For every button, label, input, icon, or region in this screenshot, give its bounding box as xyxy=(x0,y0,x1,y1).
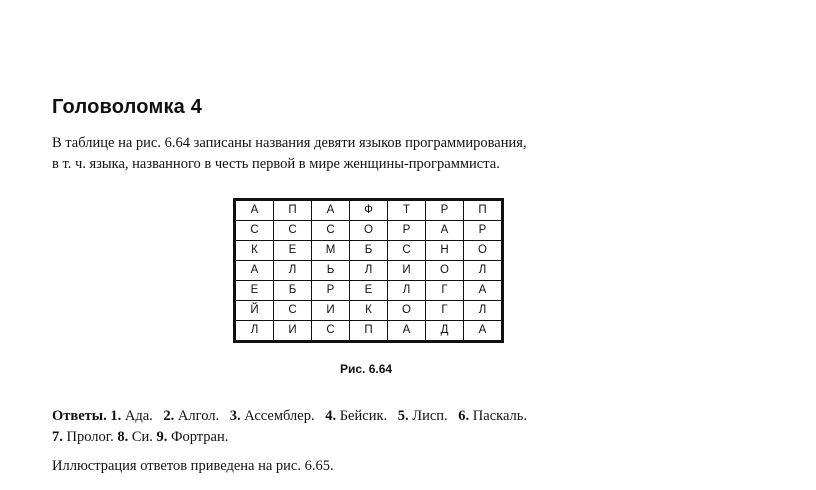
grid-cell: Б xyxy=(274,281,312,301)
answer-number: 1. xyxy=(110,408,122,424)
grid-cell: С xyxy=(274,301,312,321)
grid-cell: И xyxy=(274,321,312,342)
grid-cell: Л xyxy=(350,261,388,281)
grid-cell: О xyxy=(388,301,426,321)
answer-item xyxy=(157,429,229,445)
intro-line-1: В таблице на рис. 6.64 записаны названия девяти языков программирования, xyxy=(52,135,527,151)
answer-number: 4. xyxy=(325,408,337,424)
answer-number: 8. xyxy=(117,429,129,445)
grid-cell: А xyxy=(388,321,426,342)
grid-row xyxy=(235,281,503,301)
grid-cell: С xyxy=(235,221,274,241)
grid-cell: С xyxy=(274,221,312,241)
illustration-note: Иллюстрация ответов приведена на рис. 6.65. xyxy=(52,458,334,474)
answer-number: 7. xyxy=(52,429,63,445)
answers-label: Ответы. xyxy=(52,408,107,424)
grid-cell: Б xyxy=(350,241,388,261)
grid-cell: А xyxy=(312,200,350,221)
grid-cell: А xyxy=(426,221,464,241)
grid-cell: П xyxy=(274,200,312,221)
grid-row xyxy=(235,321,503,342)
answer-item xyxy=(52,429,114,445)
grid-cell: Г xyxy=(426,301,464,321)
answer-text: Пролог. xyxy=(66,429,114,445)
grid-cell: И xyxy=(388,261,426,281)
answer-item xyxy=(458,408,527,424)
intro-line-2: в т. ч. языка, названного в честь первой в мире женщины-программиста. xyxy=(52,156,500,172)
answer-text: Ассемблер. xyxy=(244,408,315,424)
grid-cell: Н xyxy=(426,241,464,261)
grid-cell: О xyxy=(464,241,503,261)
grid-cell: О xyxy=(426,261,464,281)
answer-text: Паскаль. xyxy=(472,408,528,424)
grid-cell: Р xyxy=(426,200,464,221)
grid-cell: Д xyxy=(426,321,464,342)
answer-item xyxy=(163,408,219,424)
grid-cell: А xyxy=(235,261,274,281)
puzzle-title: Головоломка 4 xyxy=(52,96,203,118)
answer-number: 9. xyxy=(156,429,168,445)
answer-number: 5. xyxy=(397,408,409,424)
answer-item xyxy=(325,408,387,424)
answer-item xyxy=(110,408,152,424)
letter-grid-table xyxy=(233,198,504,343)
answer-item xyxy=(117,429,153,445)
grid-row xyxy=(235,241,503,261)
grid-cell: К xyxy=(235,241,274,261)
grid-cell: Е xyxy=(350,281,388,301)
grid-cell: С xyxy=(312,321,350,342)
grid-cell: А xyxy=(464,321,503,342)
grid-cell: Г xyxy=(426,281,464,301)
answer-number: 2. xyxy=(163,408,175,424)
grid-cell: Л xyxy=(235,321,274,342)
grid-row xyxy=(235,200,503,221)
grid-cell: С xyxy=(312,221,350,241)
grid-cell: Й xyxy=(235,301,274,321)
answers-paragraph xyxy=(52,406,772,448)
answer-text: Си. xyxy=(131,429,153,445)
grid-row xyxy=(235,221,503,241)
intro-paragraph xyxy=(52,133,772,175)
grid-cell: А xyxy=(464,281,503,301)
grid-cell: О xyxy=(350,221,388,241)
grid-cell: Л xyxy=(274,261,312,281)
grid-cell: Ь xyxy=(312,261,350,281)
answer-text: Бейсик. xyxy=(339,408,388,424)
answer-item xyxy=(230,408,315,424)
grid-cell: А xyxy=(235,200,274,221)
grid-cell: Ф xyxy=(350,200,388,221)
grid-row xyxy=(235,301,503,321)
grid-cell: Е xyxy=(235,281,274,301)
grid-cell: П xyxy=(464,200,503,221)
grid-cell: Е xyxy=(274,241,312,261)
answer-number: 6. xyxy=(458,408,470,424)
answer-text: Ада. xyxy=(124,408,153,424)
grid-cell: К xyxy=(350,301,388,321)
answers-line-2 xyxy=(52,427,772,448)
answer-number: 3. xyxy=(229,408,241,424)
grid-cell: С xyxy=(388,241,426,261)
answers-line-1 xyxy=(52,406,772,427)
answer-text: Лисп. xyxy=(412,408,448,424)
grid-cell: Л xyxy=(388,281,426,301)
figure-caption: Рис. 6.64 xyxy=(340,362,393,376)
grid-cell: Р xyxy=(464,221,503,241)
letter-grid xyxy=(233,198,504,343)
grid-cell: Р xyxy=(312,281,350,301)
answer-item xyxy=(398,408,448,424)
grid-cell: Л xyxy=(464,301,503,321)
grid-cell: Р xyxy=(388,221,426,241)
grid-cell: Т xyxy=(388,200,426,221)
grid-row xyxy=(235,261,503,281)
answer-text: Алгол. xyxy=(177,408,220,424)
grid-cell: П xyxy=(350,321,388,342)
answer-text: Фортран. xyxy=(171,429,229,445)
grid-cell: Л xyxy=(464,261,503,281)
grid-cell: М xyxy=(312,241,350,261)
grid-cell: И xyxy=(312,301,350,321)
